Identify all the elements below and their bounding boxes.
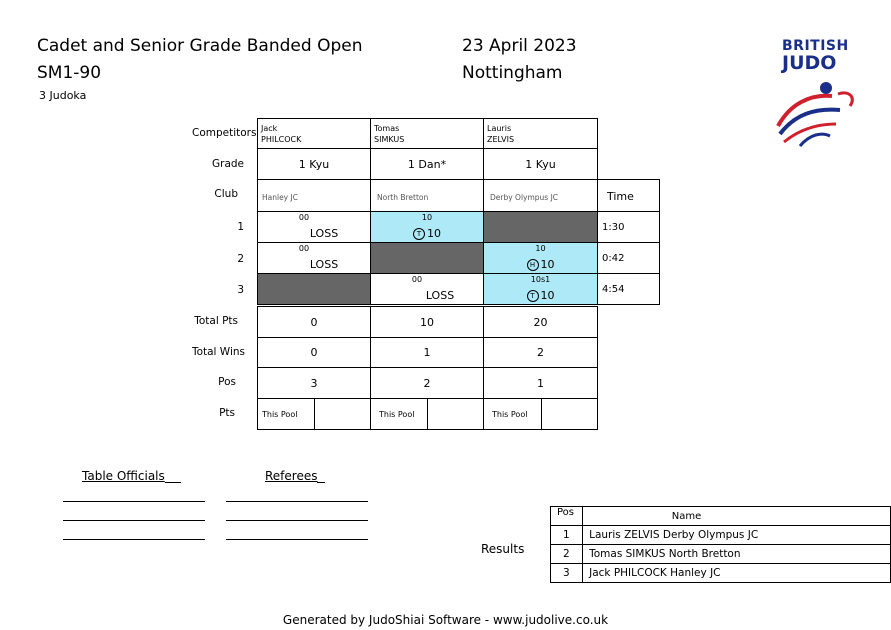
signature-line [226, 539, 368, 540]
club-text: North Bretton [377, 193, 429, 202]
event-title: Cadet and Senior Grade Banded Open [37, 36, 363, 56]
logo-text-british: BRITISH [782, 38, 849, 54]
time-header-label: Time [607, 190, 634, 203]
table-officials-label: Table Officials [82, 469, 165, 483]
label-club: Club [214, 188, 238, 200]
label-competitors: Competitors [192, 127, 257, 139]
total-pts-1: 0 [257, 306, 371, 338]
signature-line [63, 520, 205, 521]
hansoku-icon: H [527, 259, 539, 271]
tori-icon: T [413, 228, 425, 240]
label-total-wins: Total Wins [191, 346, 245, 358]
event-location: Nottingham [462, 63, 563, 83]
label-pts: Pts [219, 407, 235, 419]
results-label: Results [481, 542, 525, 556]
score-top: 10 [421, 213, 433, 222]
category-label: SM1-90 [37, 63, 102, 83]
signature-line [63, 539, 205, 540]
score-r1-c2 [370, 211, 484, 243]
competitor-last-name: SIMKUS [374, 135, 405, 144]
score-r1-c1 [257, 211, 371, 243]
score-r1-c3-void [483, 211, 598, 243]
score-main: LOSS [309, 227, 339, 240]
competitor-first-name: Jack [261, 124, 278, 133]
position-1: 3 [257, 367, 371, 399]
competitor-1-name [257, 118, 371, 149]
competitor-3-name [483, 118, 598, 149]
result-pos: 1 [551, 526, 583, 545]
score-r2-c2-void [370, 242, 484, 274]
score-r2-c1 [257, 242, 371, 274]
competitor-3-grade: 1 Kyu [483, 148, 598, 180]
score-top: 10 [535, 244, 546, 253]
club-text: Derby Olympus JC [490, 193, 559, 202]
competitor-2-name [370, 118, 484, 149]
referees-label: Referees [265, 469, 318, 483]
competitor-3-club [483, 179, 598, 212]
signature-line [226, 501, 368, 502]
pool-label: This Pool [258, 399, 315, 429]
pool-pts-2 [370, 398, 484, 430]
score-r3-c3 [483, 273, 598, 305]
result-name: Jack PHILCOCK Hanley JC [583, 564, 891, 583]
total-wins-1: 0 [257, 337, 371, 368]
table-officials-heading [82, 469, 181, 483]
result-name: Tomas SIMKUS North Bretton [583, 545, 891, 564]
competitor-last-name: ZELVIS [487, 135, 515, 144]
total-wins-2: 1 [370, 337, 484, 368]
competitor-first-name: Lauris [487, 124, 512, 133]
table-row [551, 526, 891, 545]
total-pts-2: 10 [370, 306, 484, 338]
score-r2-c3 [483, 242, 598, 274]
label-grade: Grade [211, 158, 244, 170]
footer-text: Generated by JudoShiai Software - www.judolive.co.uk [282, 613, 609, 627]
british-judo-logo [770, 38, 860, 148]
time-header [597, 179, 660, 212]
score-main: LOSS [309, 258, 339, 271]
results-col-name: Name [583, 507, 891, 526]
signature-line [63, 501, 205, 502]
referees-heading [265, 469, 325, 483]
result-name: Lauris ZELVIS Derby Olympus JC [583, 526, 891, 545]
competitor-last-name: PHILCOCK [261, 135, 302, 144]
time-r3 [597, 273, 660, 305]
label-total-pts: Total Pts [194, 315, 238, 327]
judoka-count: 3 Judoka [39, 89, 87, 102]
time-r2 [597, 242, 660, 274]
score-top: 10s1 [530, 275, 551, 284]
pool-label: This Pool [375, 399, 428, 429]
score-r3-c2 [370, 273, 484, 305]
results-table [550, 506, 891, 583]
score-main: LOSS [425, 289, 455, 302]
competitor-2-grade: 1 Dan* [370, 148, 484, 180]
position-3: 1 [483, 367, 598, 399]
score-main: 10 [427, 227, 441, 240]
judo-figure-icon [770, 74, 860, 149]
score-main: 10 [540, 258, 555, 271]
pool-label: This Pool [488, 399, 542, 429]
event-date: 23 April 2023 [462, 36, 577, 56]
logo-text-judo: JUDO [782, 52, 837, 74]
score-main: 10 [540, 289, 555, 302]
result-pos: 3 [551, 564, 583, 583]
club-text: Hanley JC [262, 193, 298, 202]
label-round-3: 3 [237, 284, 244, 296]
label-round-2: 2 [237, 253, 244, 265]
table-row [551, 564, 891, 583]
time-value: 1:30 [602, 222, 625, 233]
total-pts-3: 20 [483, 306, 598, 338]
time-value: 4:54 [602, 284, 625, 295]
total-wins-3: 2 [483, 337, 598, 368]
score-top: 00 [411, 275, 423, 284]
position-2: 2 [370, 367, 484, 399]
time-value: 0:42 [602, 253, 625, 264]
score-top: 00 [298, 244, 310, 253]
competitor-first-name: Tomas [374, 124, 400, 133]
label-pos: Pos [218, 376, 236, 388]
competitor-1-grade: 1 Kyu [257, 148, 371, 180]
tori-icon: T [527, 290, 539, 302]
competitor-2-club [370, 179, 484, 212]
results-col-pos: Pos [551, 507, 583, 526]
competitor-1-club [257, 179, 371, 212]
label-round-1: 1 [237, 221, 244, 233]
table-row [551, 545, 891, 564]
score-top: 00 [298, 213, 310, 222]
result-pos: 2 [551, 545, 583, 564]
signature-line [226, 520, 368, 521]
pool-pts-1 [257, 398, 371, 430]
time-r1 [597, 211, 660, 243]
pool-pts-3 [483, 398, 598, 430]
